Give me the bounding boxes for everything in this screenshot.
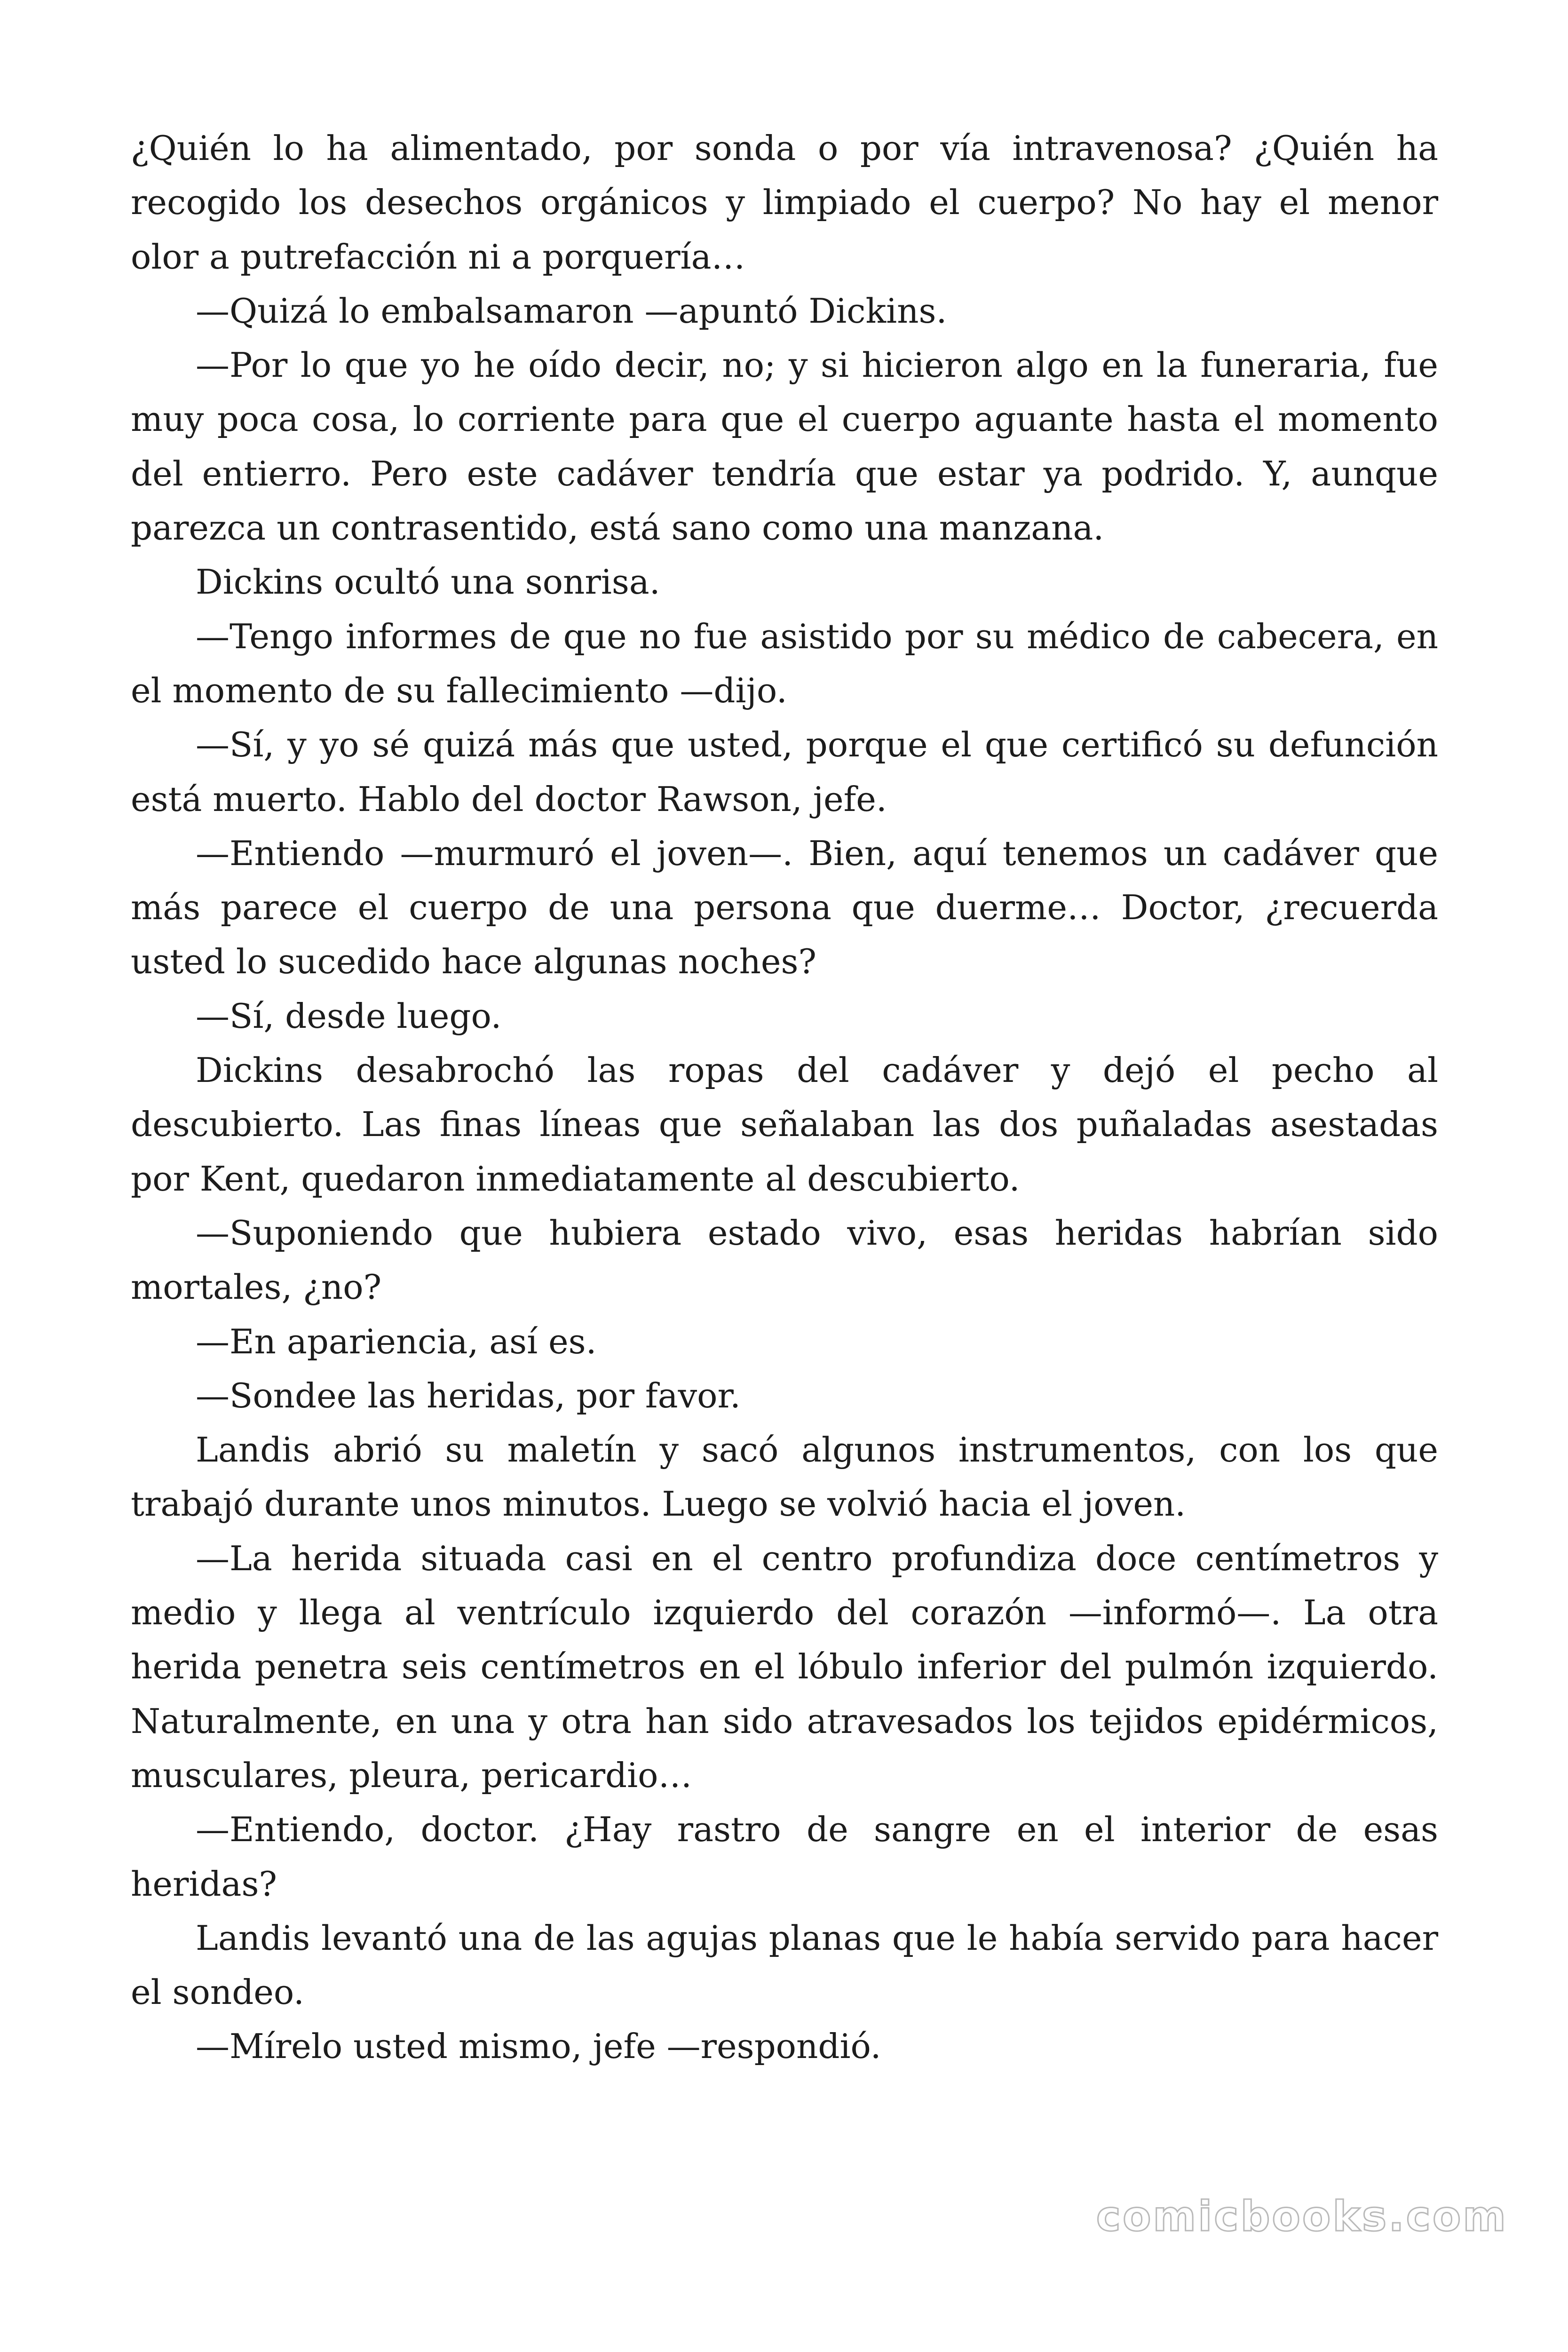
paragraph: —Entiendo —murmuró el joven—. Bien, aquí tenemos un cadáver que más parece el cuerpo de una persona que duerme… Doctor, ¿recuerda usted lo sucedido hace algunas noches? (131, 833, 1438, 982)
book-page-text (131, 121, 1438, 2074)
paragraph: —Sí, y yo sé quizá más que usted, porque el que certificó su defunción está muerto. Hablo del doctor Rawson, jefe. (131, 725, 1438, 819)
paragraph: Landis abrió su maletín y sacó algunos instrumentos, con los que trabajó durante unos minutos. Luego se volvió hacia el joven. (131, 1430, 1438, 1524)
paragraph: Landis levantó una de las agujas planas que le había servido para hacer el sondeo. (131, 1918, 1438, 2012)
paragraph: —Suponiendo que hubiera estado vivo, esas heridas habrían sido mortales, ¿no? (131, 1213, 1438, 1307)
watermark: comicbooks.com (1096, 2192, 1508, 2241)
paragraph: —Entiendo, doctor. ¿Hay rastro de sangre en el interior de esas heridas? (131, 1810, 1438, 1904)
paragraph: —Sondee las heridas, por favor. (196, 1375, 741, 1415)
paragraph: —La herida situada casi en el centro profundiza doce centímetros y medio y llega al ventrículo izquierdo del corazón —informó—. La otra herida penetra seis centímetros en el lóbulo inferior del pulmón izquierdo. Naturalmente, en una y otra han sido atravesados los tejidos epidérmicos, musculares, pleura, pericardio… (131, 1538, 1438, 1795)
paragraph: —Mírelo usted mismo, jefe —respondió. (196, 2026, 881, 2066)
paragraph: —Tengo informes de que no fue asistido por su médico de cabecera, en el momento de su fallecimiento —dijo. (131, 616, 1438, 710)
paragraph: Dickins ocultó una sonrisa. (196, 562, 660, 602)
paragraph: ¿Quién lo ha alimentado, por sonda o por vía intravenosa? ¿Quién ha recogido los desechos orgánicos y limpiado el cuerpo? No hay el menor olor a putrefacción ni a porquería… (131, 128, 1438, 277)
paragraph: —En apariencia, así es. (196, 1321, 597, 1361)
paragraph: —Sí, desde luego. (196, 996, 502, 1036)
paragraph: Dickins desabrochó las ropas del cadáver y dejó el pecho al descubierto. Las finas líneas que señalaban las dos puñaladas asestadas por Kent, quedaron inmediatamente al descubierto. (131, 1050, 1438, 1199)
paragraph: —Por lo que yo he oído decir, no; y si hicieron algo en la funeraria, fue muy poca cosa, lo corriente para que el cuerpo aguante hasta el momento del entierro. Pero este cadáver tendría que estar ya podrido. Y, aunque parezca un contrasentido, está sano como una manzana. (131, 345, 1438, 548)
paragraph: —Quizá lo embalsamaron —apuntó Dickins. (196, 291, 947, 331)
